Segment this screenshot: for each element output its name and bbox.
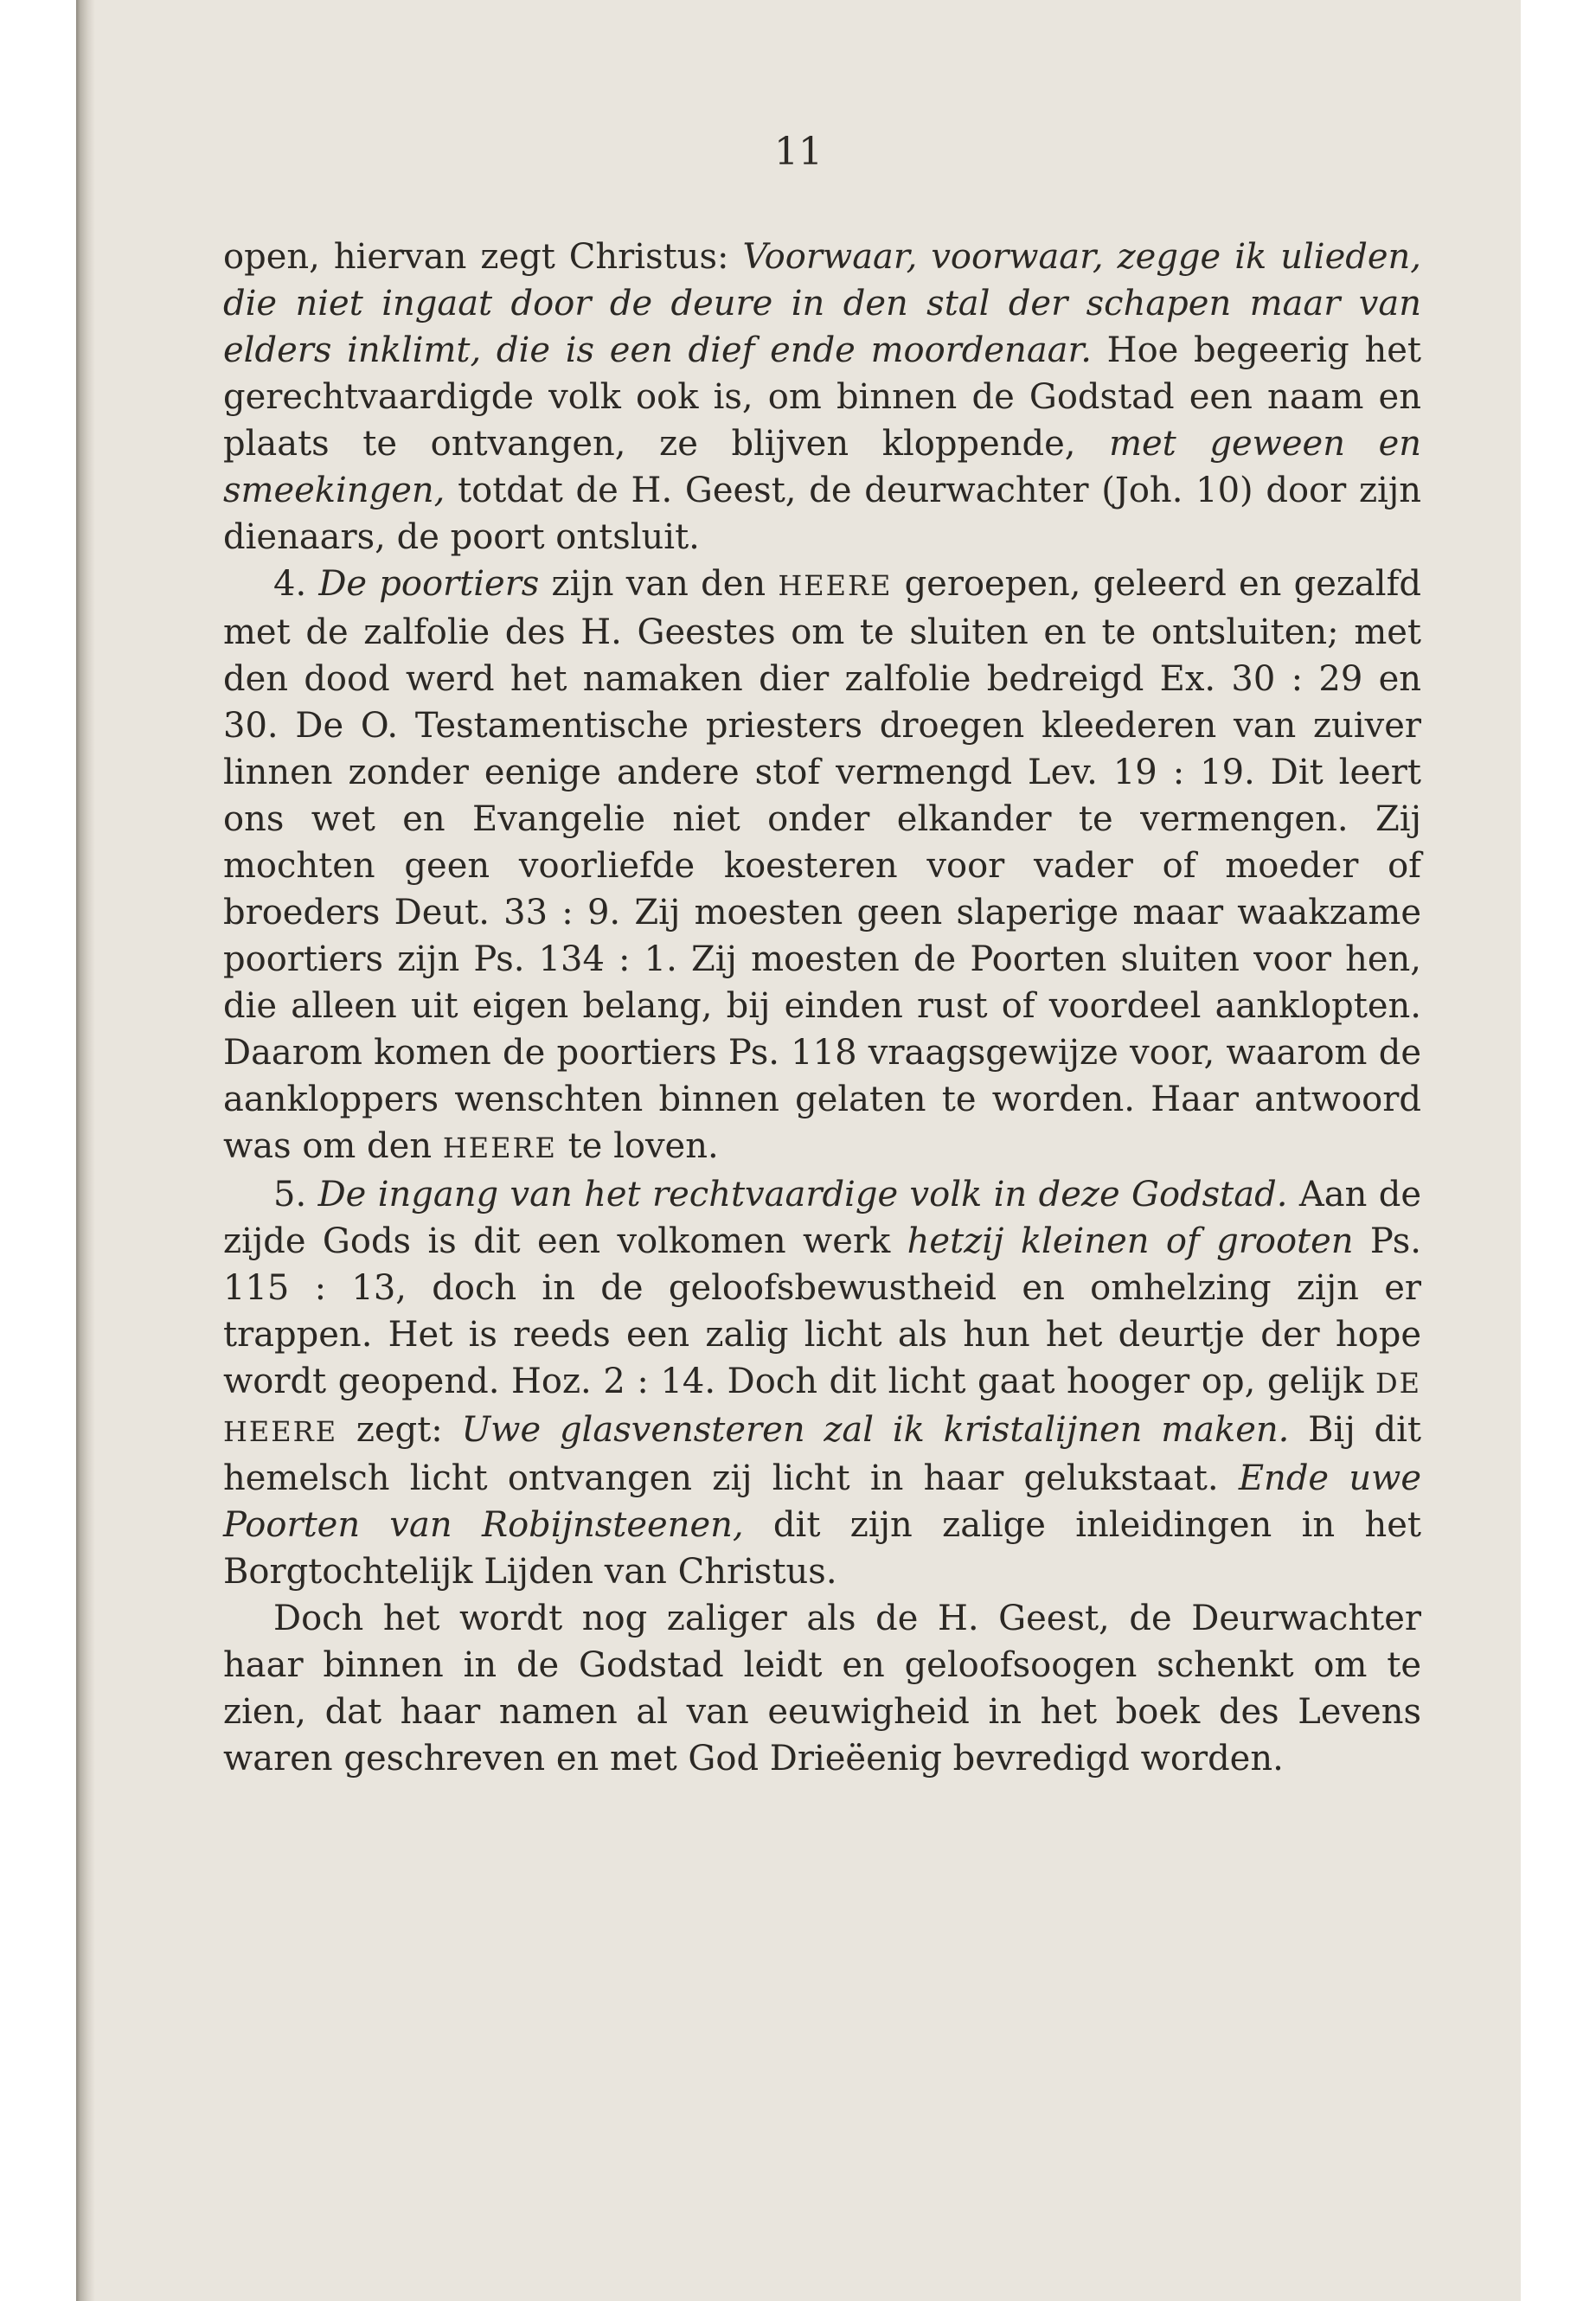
text-run: Bij dit hemelsch licht ontvangen zij licht in haar gelukstaat.: [223, 1410, 1421, 1498]
text-run: dit zijn zalige inleidingen in het Borgtochtelijk Lijden van Christus.: [223, 1505, 1421, 1592]
paragraph-closing: [223, 1595, 1421, 1782]
divine-name: DE HEERE: [223, 1367, 1421, 1448]
book-page: [76, 0, 1521, 2301]
text-run: zijn van den: [539, 564, 779, 604]
text-run: Ps. 115 : 13, doch in de geloofsbewustheid en omhelzing zijn er trappen. Het is reeds een zalig licht als hun het deurtje der hope wordt geopend. Hoz. 2 : 14. Doch dit licht gaat hooger op, gelijk: [223, 1221, 1422, 1401]
text-run: zegt:: [337, 1410, 462, 1450]
paragraph-section-4: [223, 561, 1421, 1171]
scripture-quote: hetzij kleinen of grooten: [907, 1221, 1354, 1261]
divine-name: HEERE: [778, 569, 893, 602]
body-text: [223, 234, 1421, 1782]
scripture-quote: Ende uwe Poorten van Robijnsteenen,: [223, 1458, 1422, 1545]
text-run: totdat de H. Geest, de deurwachter (Joh. 10) door zijn dienaars, de poort ontsluit.: [223, 471, 1421, 557]
text-run: geroepen, geleerd en gezalfd met de zalfolie des H. Geestes om te sluiten en te ontsluiten; met den dood werd het namaken dier zalfolie bedreigd Ex. 30 : 29 en 30. De O. Testamentische priesters droegen kleederen van zuiver linnen zonder eenige andere stof vermengd Lev. 19 : 19. Dit leert ons wet en Evangelie niet onder elkander te vermengen. Zij mochten geen voorliefde koesteren voor vader of moeder of broeders Deut. 33 : 9. Zij moesten geen slaperige maar waakzame poortiers zijn Ps. 134 : 1. Zij moesten de Poorten sluiten voor hen, die alleen uit eigen belang, bij einden rust of voordeel aanklopten. Daarom komen de poortiers Ps. 118 vraagsgewijze voor, waarom de aankloppers wenschten binnen gelaten te worden. Haar antwoord was om den: [223, 564, 1421, 1166]
text-run: Doch het wordt nog zaliger als de H. Geest, de Deurwachter haar binnen in de Godstad leidt en geloofsoogen schenkt om te zien, dat haar namen al van eeuwigheid in het boek des Levens waren geschreven en met God Drieëenig bevredigd worden.: [223, 1599, 1421, 1779]
section-heading: De poortiers: [318, 564, 540, 604]
page-gutter-edge: [76, 0, 95, 2301]
scripture-quote: met geween en smeekingen,: [223, 424, 1421, 510]
text-run: open, hiervan zegt Christus:: [223, 237, 743, 277]
paragraph-continuation: [223, 234, 1421, 561]
text-run: te loven.: [556, 1126, 719, 1166]
section-number: 5.: [273, 1175, 318, 1215]
section-heading: De ingang van het rechtvaardige volk in deze Godstad.: [317, 1175, 1288, 1215]
section-number: 4.: [273, 564, 319, 604]
page-number: 11: [774, 130, 823, 174]
text-run: Hoe begeerig het gerechtvaardigde volk ook is, om binnen de Godstad een naam en plaats te ontvangen, ze blijven kloppende,: [223, 330, 1421, 464]
paragraph-section-5: [223, 1171, 1421, 1595]
scripture-quote: Voorwaar, voorwaar, zegge ik ulieden, die niet ingaat door de deure in den stal der schapen maar van elders inklimt, die is een dief ende moordenaar.: [223, 237, 1421, 370]
divine-name: HEERE: [442, 1131, 557, 1164]
scripture-quote: Uwe glasvensteren zal ik kristalijnen maken.: [461, 1410, 1290, 1450]
text-run: Aan de zijde Gods is dit een volkomen werk: [223, 1175, 1422, 1261]
